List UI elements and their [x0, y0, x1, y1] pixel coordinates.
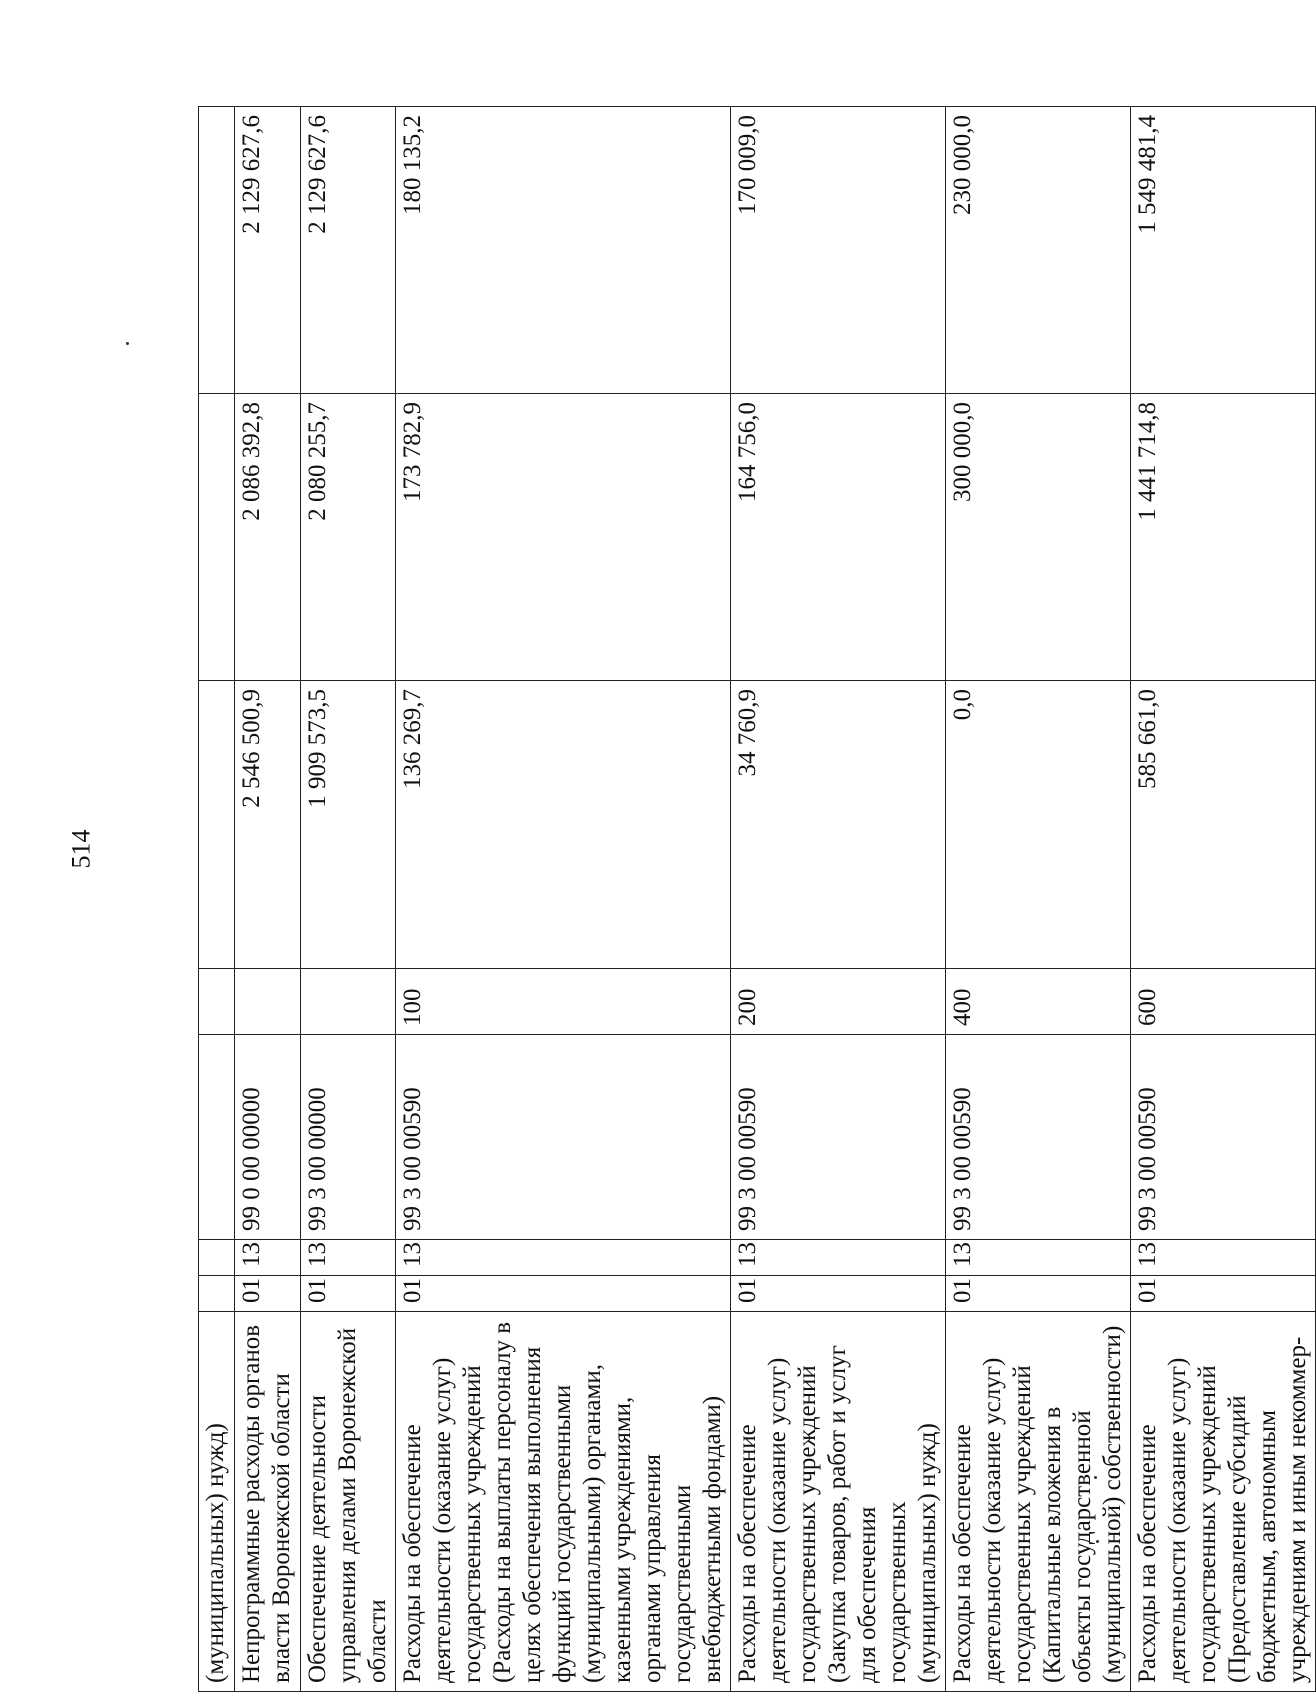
- row-value-1: 0,0: [946, 681, 1131, 969]
- row-vr: 600: [1131, 969, 1316, 1035]
- table-row: [946, 107, 1131, 1692]
- row-pr: 13: [731, 1240, 946, 1276]
- row-value-2: 1 441 714,8: [1131, 394, 1316, 681]
- row-csr: [199, 1035, 235, 1240]
- row-value-1: 2 546 500,9: [235, 681, 301, 969]
- row-value-2: 173 782,9: [396, 394, 731, 681]
- row-name: Расходы на обеспечение деятельности (оказание услуг) государственных учреждений (Закупка товаров, работ и услуг для обеспечения государственных (муниципальных) нужд): [731, 1312, 946, 1692]
- table-row: [396, 107, 731, 1692]
- row-pr: [199, 1240, 235, 1276]
- row-vr: 200: [731, 969, 946, 1035]
- rotated-table-container: [198, 107, 1311, 1692]
- row-pr: 13: [1131, 1240, 1316, 1276]
- row-value-3: 180 135,2: [396, 107, 731, 394]
- row-rz: 01: [235, 1276, 301, 1312]
- row-csr: 99 0 00 00000: [235, 1035, 301, 1240]
- row-name: Расходы на обеспечение деятельности (оказание услуг) государственных учреждений (Предоставление субсидий бюджетным, автономным учреждениям и иным некоммер-: [1131, 1312, 1316, 1692]
- table-row: [301, 107, 396, 1692]
- row-value-2: 2 080 255,7: [301, 394, 396, 681]
- row-rz: 01: [1131, 1276, 1316, 1312]
- row-vr: [301, 969, 396, 1035]
- row-csr: 99 3 00 00590: [396, 1035, 731, 1240]
- row-value-3: 170 009,0: [731, 107, 946, 394]
- row-rz: [199, 1276, 235, 1312]
- row-pr: 13: [301, 1240, 396, 1276]
- row-pr: 13: [946, 1240, 1131, 1276]
- table-row: [199, 107, 235, 1692]
- row-pr: 13: [235, 1240, 301, 1276]
- row-name: Непрограммные расходы органов власти Воронежской области: [235, 1312, 301, 1692]
- row-vr: 100: [396, 969, 731, 1035]
- row-name: (муниципальных) нужд): [199, 1312, 235, 1692]
- row-vr: [199, 969, 235, 1035]
- row-rz: 01: [731, 1276, 946, 1312]
- row-value-2: 164 756,0: [731, 394, 946, 681]
- row-vr: [235, 969, 301, 1035]
- row-csr: 99 3 00 00000: [301, 1035, 396, 1240]
- row-value-1: 585 661,0: [1131, 681, 1316, 969]
- row-name: Обеспечение деятельности управления делами Воронежской области: [301, 1312, 396, 1692]
- row-value-1: 34 760,9: [731, 681, 946, 969]
- row-value-3: 2 129 627,6: [301, 107, 396, 394]
- row-value-1: 136 269,7: [396, 681, 731, 969]
- row-pr: 13: [396, 1240, 731, 1276]
- row-value-1: [199, 681, 235, 969]
- row-name: Расходы на обеспечение деятельности (оказание услуг) государственных учреждений (Расходы на выплаты персоналу в целях обеспечения выполнения функций государственными (муниципальными) органами, казенными учреждениями, органами управления государственными внебюджетными фондами): [396, 1312, 731, 1692]
- row-rz: 01: [946, 1276, 1131, 1312]
- table-row: [1131, 107, 1316, 1692]
- row-rz: 01: [396, 1276, 731, 1312]
- row-csr: 99 3 00 00590: [946, 1035, 1131, 1240]
- row-rz: 01: [301, 1276, 396, 1312]
- row-value-2: [199, 394, 235, 681]
- row-name: Расходы на обеспечение деятельности (оказание услуг) государственных учреждений (Капитальные вложения в объекты государственной (муниципальной) собственности): [946, 1312, 1131, 1692]
- budget-table: [198, 106, 1316, 1692]
- table-row: [731, 107, 946, 1692]
- row-value-2: 2 086 392,8: [235, 394, 301, 681]
- row-value-1: 1 909 573,5: [301, 681, 396, 969]
- scan-speck: [126, 342, 129, 345]
- row-csr: 99 3 00 00590: [1131, 1035, 1316, 1240]
- row-csr: 99 3 00 00590: [731, 1035, 946, 1240]
- row-value-3: [199, 107, 235, 394]
- row-value-2: 300 000,0: [946, 394, 1131, 681]
- row-value-3: 230 000,0: [946, 107, 1131, 394]
- table-row: [235, 107, 301, 1692]
- row-value-3: 1 549 481,4: [1131, 107, 1316, 394]
- row-vr: 400: [946, 969, 1131, 1035]
- page-number: 514: [66, 829, 96, 869]
- row-value-3: 2 129 627,6: [235, 107, 301, 394]
